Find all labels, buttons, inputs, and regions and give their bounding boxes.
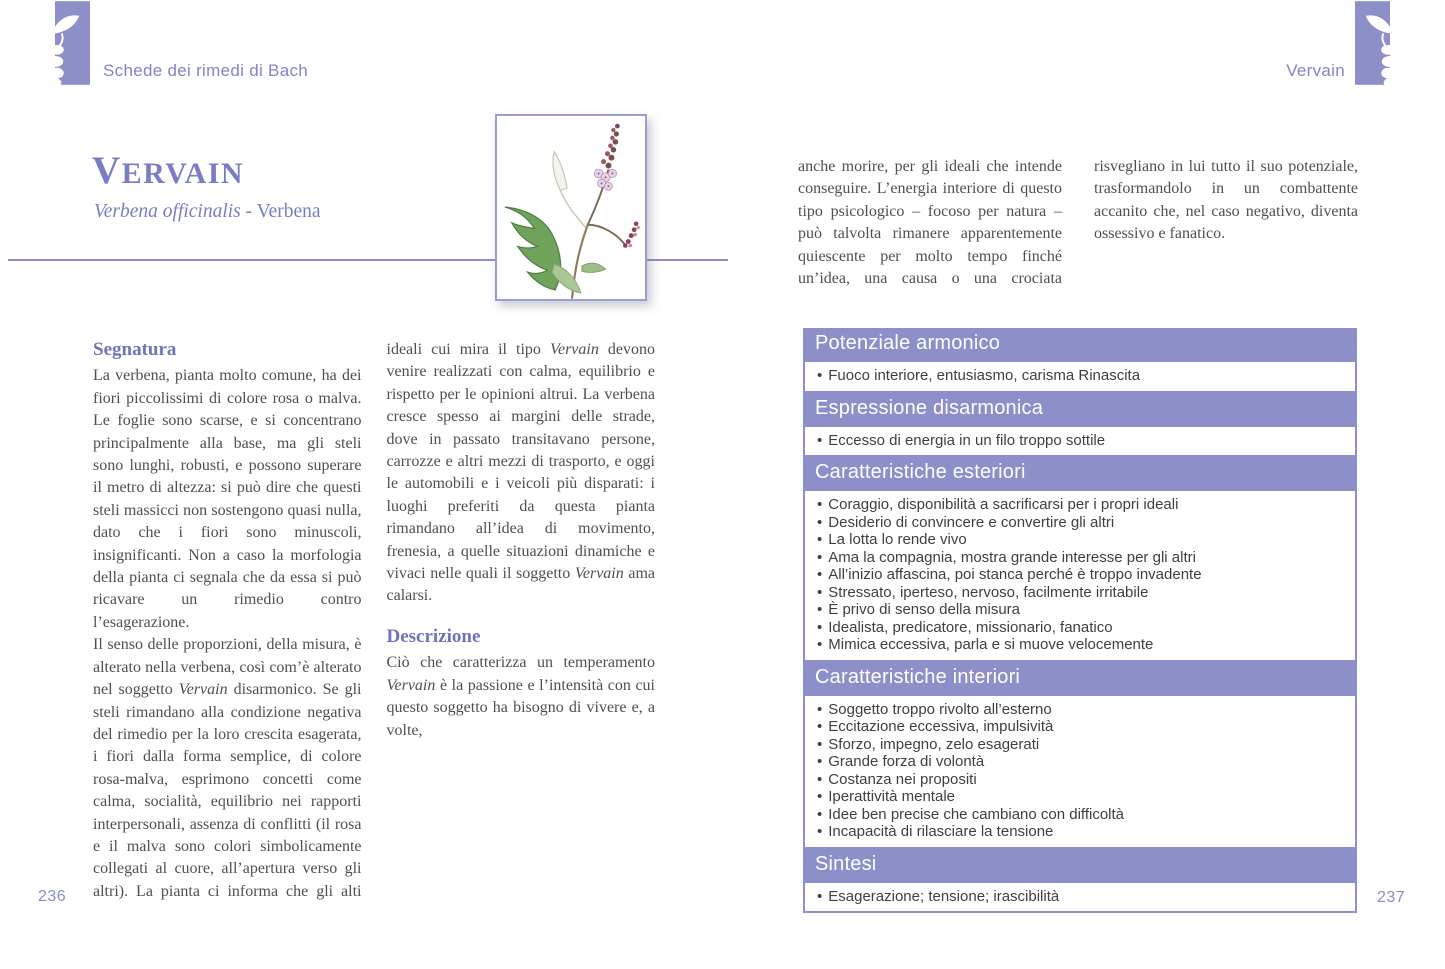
table-item [817,823,1345,841]
bullet-icon: • [817,700,823,718]
table-header: Caratteristiche interiori [803,662,1357,694]
table-item-text: Iperattività mentale [828,788,955,805]
bullet-icon: • [817,823,823,840]
remedy-title [92,148,244,193]
table-body [803,489,1357,662]
bullet-icon: • [817,531,823,548]
table-item-text: Idealista, predicatore, missionario, fanatico [828,618,1113,636]
table-body [803,694,1357,849]
table-item-text: Ama la compagnia, mostra grande interesse per gli altri [828,548,1196,566]
bullet-icon: • [817,583,823,601]
table-header: Potenziale armonico [803,328,1357,360]
table-item [817,788,1345,806]
table-item [817,736,1345,754]
bullet-icon: • [817,618,823,636]
table-item-text: Eccesso di energia in un filo troppo sottile [828,431,1106,449]
bullet-icon: • [817,566,823,583]
right-page-text-columns [798,156,1358,311]
table-item [817,771,1345,789]
bullet-icon: • [817,770,823,788]
table-item [817,718,1345,736]
page-number-right: 237 [1377,889,1406,906]
table-header: Sintesi [803,849,1357,881]
table-item [817,432,1345,450]
table-body [803,881,1357,914]
table-item-text: Esagerazione; tensione; irascibilità [828,887,1060,905]
bullet-icon: • [817,548,823,566]
body-paragraph: Il senso delle proporzioni, della misura, è alterato nella verbena, così com’è alterato nel soggetto Vervain disarmonico. Se gli steli rimandano alla condizione negativa del rimedio per la loro crescita esagerata, i fiori dalla forma semplice, di colore rosa-malva, esprimono concetti come calma, socialità, equilibrio nei rapporti interpersonali, assenza di conflitti (il rosa e il malva sono colori simbolicamente collegati al cuore, all’apertura verso gli altri). La pianta ci informa che gli alti ideali cui mira il tipo Vervain devono venire realizzati con calma, equilibrio e rispetto per le opinioni altrui. La verbena cresce spesso ai margini delle strade, dove in passato transitavano persone, carrozze e altri mezzi di trasporto, e oggi le automobili e i veicoli più disparati: i luoghi preferiti da questa pianta rimandano all’idea di movimento, frenesia, a quelle situazioni dinamiche e vivaci nelle quali il soggetto Vervain ama calarsi. [93,341,655,900]
table-body [803,360,1357,393]
table-body [803,425,1357,458]
bullet-icon: • [817,887,823,905]
bullet-icon: • [817,513,823,531]
table-item-text: La lotta lo rende vivo [828,531,967,548]
table-header: Espressione disarmonica [803,393,1357,425]
table-item-text: Stressato, iperteso, nervoso, facilmente irritabile [828,583,1149,601]
common-name: - Verbena [245,201,321,222]
table-item-text: Fuoco interiore, entusiasmo, carisma Rinascita [828,367,1141,384]
table-item-text: Eccitazione eccessiva, impulsività [828,718,1054,735]
remedy-subtitle [94,201,321,223]
table-item [817,888,1345,906]
bullet-icon: • [817,753,823,770]
plant-leaf-logo-right-icon [1355,0,1390,91]
bullet-icon: • [817,805,823,823]
table-item [817,636,1345,654]
table-item [817,549,1345,567]
section-heading: Descrizione [386,625,481,647]
table-item-text: Mimica eccessiva, parla e si muove velocemente [828,636,1154,653]
table-header: Caratteristiche esteriori [803,457,1357,489]
table-item [817,619,1345,637]
table-item [817,566,1345,584]
bullet-icon: • [817,718,823,735]
running-head-right: Vervain [1286,61,1345,80]
verbena-botanical-illustration [495,114,647,301]
bullet-icon: • [817,636,823,653]
table-item [817,584,1345,602]
bullet-icon: • [817,431,823,449]
table-item [817,514,1345,532]
body-paragraph: La verbena, pianta molto comune, ha dei fiori piccolissimi di colore rosa o malva. Le foglie sono scarse, e si concentrano principalmente alla base, ma gli steli sono lunghi, robusti, e possono superare il metro di altezza: si può dire che questi steli massicci non sostengono quasi nulla, dato che i fiori sono minuscoli, insignificanti. Non a caso la morfologia della pianta ci segnala che da essa si può ricavare un rimedio contro l’esagerazione. [93,367,362,631]
table-item-text: Idee ben precise che cambiano con difficoltà [828,805,1125,823]
table-item-text: Grande forza di volontà [828,753,985,770]
page-number-left: 236 [38,888,67,905]
table-item-text: Costanza nei propositi [828,770,977,788]
body-paragraph: Ciò che caratterizza un temperamento Vervain è la passione e l’intensità con cui questo soggetto ha bisogno di vivere e, a volte, [386,654,655,739]
body-paragraph: anche morire, per gli ideali che intende conseguire. L’energia interiore di questo tipo psicologico – focoso per natura – può talvolta rimanere apparentemente quiescente per molto tempo finché un’idea, una causa o una crociata risvegliano in lui tutto il suo potenziale, trasformandolo in un combattente accanito che, nel caso negativo, diventa ossessivo e fanatico. [798,158,1358,288]
plant-leaf-logo-left-icon [55,0,90,91]
running-head-left: Schede dei rimedi di Bach [103,61,309,80]
title-rest: ERVAIN [121,157,245,190]
table-item [817,701,1345,719]
bullet-icon: • [817,601,823,618]
table-item-text: Coraggio, disponibilità a sacrificarsi per i propri ideali [828,496,1179,513]
table-item [817,753,1345,771]
table-item [817,601,1345,619]
characteristics-tables [803,328,1357,913]
bullet-icon: • [817,788,823,805]
latin-name: Verbena officinalis [94,201,241,222]
section-heading: Segnatura [93,339,177,360]
table-item [817,531,1345,549]
bullet-icon: • [817,496,823,513]
table-item-text: Desiderio di convincere e convertire gli altri [828,513,1115,531]
left-page-text-columns [93,339,655,919]
bullet-icon: • [817,367,823,384]
table-item [817,806,1345,824]
title-initial: V [92,149,122,192]
table-item [817,367,1345,385]
table-item-text: Soggetto troppo rivolto all’esterno [828,700,1052,718]
table-item-text: All’inizio affascina, poi stanca perché è troppo invadente [828,566,1202,583]
table-item [817,496,1345,514]
table-item-text: Sforzo, impegno, zelo esagerati [828,735,1040,753]
table-item-text: Incapacità di rilasciare la tensione [828,823,1054,840]
bullet-icon: • [817,735,823,753]
table-item-text: È privo di senso della misura [828,601,1021,618]
